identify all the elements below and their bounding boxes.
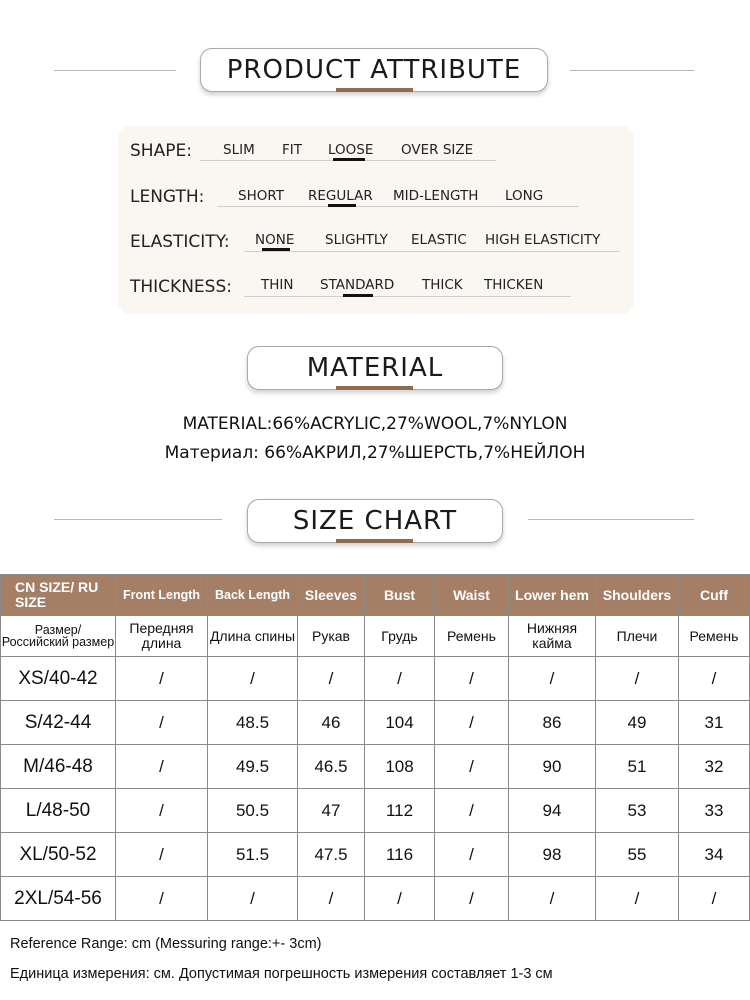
attr-option: MID-LENGTH [393, 188, 479, 204]
column-header-ru: Рукав [298, 616, 365, 657]
table-cell: 51 [596, 745, 679, 789]
table-cell: 53 [596, 789, 679, 833]
selected-marker [333, 158, 365, 161]
table-row [1, 701, 750, 745]
selected-marker [262, 248, 290, 251]
table-row [1, 789, 750, 833]
section-title-size-chart [247, 499, 503, 543]
column-header-ru: Ремень [679, 616, 750, 657]
table-row [1, 657, 750, 701]
attr-option: THICK [422, 277, 463, 293]
reference-note-en: Reference Range: cm (Messuring range:+- 3cm) [10, 936, 322, 952]
table-cell: / [298, 877, 365, 921]
column-header: Back Length [208, 575, 298, 616]
table-cell: / [509, 877, 596, 921]
column-header: Front Length [116, 575, 208, 616]
table-header-en [1, 575, 750, 616]
column-header: CN SIZE/ RU SIZE [1, 575, 116, 616]
table-cell: / [509, 657, 596, 701]
table-cell: / [116, 657, 208, 701]
table-cell: / [365, 657, 435, 701]
table-cell: 50.5 [208, 789, 298, 833]
column-header-ru: Размер/ Российский размер [1, 616, 116, 657]
table-cell: 47 [298, 789, 365, 833]
table-cell: / [435, 657, 509, 701]
title-underline [336, 88, 413, 92]
table-cell: 34 [679, 833, 750, 877]
column-header-ru: Грудь [365, 616, 435, 657]
selected-marker [343, 294, 373, 297]
table-cell: / [365, 877, 435, 921]
table-row [1, 745, 750, 789]
table-cell: / [679, 657, 750, 701]
table-cell: 47.5 [298, 833, 365, 877]
size-cell: XL/50-52 [1, 833, 116, 877]
column-header: Bust [365, 575, 435, 616]
attr-rule [217, 206, 579, 207]
divider-left [54, 70, 176, 71]
attr-label-thickness: THICKNESS: [130, 277, 232, 297]
column-header-ru: Передняя длина [116, 616, 208, 657]
attr-rule [244, 251, 620, 252]
table-cell: 33 [679, 789, 750, 833]
table-cell: / [435, 745, 509, 789]
column-header: Waist [435, 575, 509, 616]
table-cell: 116 [365, 833, 435, 877]
table-cell: / [116, 833, 208, 877]
attr-option-selected: STANDARD [320, 277, 395, 293]
table-cell: 31 [679, 701, 750, 745]
table-cell: / [596, 877, 679, 921]
section-title-material [247, 346, 503, 390]
table-cell: 94 [509, 789, 596, 833]
table-cell: 55 [596, 833, 679, 877]
column-header-ru: Ремень [435, 616, 509, 657]
table-cell: 104 [365, 701, 435, 745]
table-header-ru [1, 616, 750, 657]
table-cell: / [679, 877, 750, 921]
attr-option: THICKEN [484, 277, 544, 293]
divider-right [528, 519, 694, 520]
section-title-product-attribute [200, 48, 548, 92]
table-cell: 46 [298, 701, 365, 745]
selected-marker [328, 204, 356, 207]
table-cell: / [208, 877, 298, 921]
attr-label-length: LENGTH: [130, 187, 205, 207]
table-cell: / [435, 789, 509, 833]
table-cell: / [116, 745, 208, 789]
table-cell: 112 [365, 789, 435, 833]
size-cell: 2XL/54-56 [1, 877, 116, 921]
table-row [1, 833, 750, 877]
table-cell: 46.5 [298, 745, 365, 789]
column-header: Cuff [679, 575, 750, 616]
attr-option: THIN [261, 277, 294, 293]
size-cell: M/46-48 [1, 745, 116, 789]
table-cell: / [435, 877, 509, 921]
size-cell: XS/40-42 [1, 657, 116, 701]
reference-note-ru: Единица измерения: см. Допустимая погрешность измерения составляет 1-3 см [10, 966, 553, 982]
table-cell: / [208, 657, 298, 701]
table-cell: 49 [596, 701, 679, 745]
table-cell: 32 [679, 745, 750, 789]
divider-left [54, 519, 222, 520]
table-cell: 48.5 [208, 701, 298, 745]
column-header: Shoulders [596, 575, 679, 616]
attr-option: ELASTIC [411, 232, 467, 248]
attr-option: LONG [505, 188, 544, 204]
table-cell: / [596, 657, 679, 701]
table-cell: / [298, 657, 365, 701]
attr-option: SHORT [238, 188, 284, 204]
title-underline [336, 539, 413, 543]
attr-option-selected: NONE [255, 232, 295, 248]
material-en: MATERIAL:66%ACRYLIC,27%WOOL,7%NYLON [182, 414, 568, 434]
size-cell: S/42-44 [1, 701, 116, 745]
table-cell: / [116, 789, 208, 833]
column-header: Sleeves [298, 575, 365, 616]
section-title-text: PRODUCT ATTRIBUTE [226, 55, 522, 85]
attr-option: SLIGHTLY [325, 232, 388, 248]
attr-label-elasticity: ELASTICITY: [130, 232, 230, 252]
size-cell: L/48-50 [1, 789, 116, 833]
divider-right [570, 70, 694, 71]
section-title-text: SIZE CHART [292, 506, 458, 536]
attr-rule [244, 296, 571, 297]
column-header-ru: Плечи [596, 616, 679, 657]
attr-option: FIT [282, 142, 302, 158]
table-cell: 49.5 [208, 745, 298, 789]
title-underline [336, 386, 413, 390]
attr-option-selected: LOOSE [328, 142, 374, 158]
table-row [1, 877, 750, 921]
column-header-ru: Нижняя кайма [509, 616, 596, 657]
table-cell: 86 [509, 701, 596, 745]
size-chart-table [0, 574, 750, 921]
material-ru: Материал: 66%АКРИЛ,27%ШЕРСТЬ,7%НЕЙЛОН [164, 443, 586, 463]
column-header-ru: Длина спины [208, 616, 298, 657]
table-cell: 90 [509, 745, 596, 789]
attr-option: OVER SIZE [401, 142, 474, 158]
table-cell: / [116, 877, 208, 921]
attr-option: HIGH ELASTICITY [485, 232, 601, 248]
column-header: Lower hem [509, 575, 596, 616]
section-title-text: MATERIAL [306, 353, 444, 383]
table-cell: / [435, 701, 509, 745]
attr-option-selected: REGULAR [308, 188, 373, 204]
table-cell: 98 [509, 833, 596, 877]
attr-option: SLIM [223, 142, 255, 158]
attr-label-shape: SHAPE: [130, 141, 192, 161]
table-cell: / [435, 833, 509, 877]
table-cell: 51.5 [208, 833, 298, 877]
table-cell: / [116, 701, 208, 745]
table-cell: 108 [365, 745, 435, 789]
